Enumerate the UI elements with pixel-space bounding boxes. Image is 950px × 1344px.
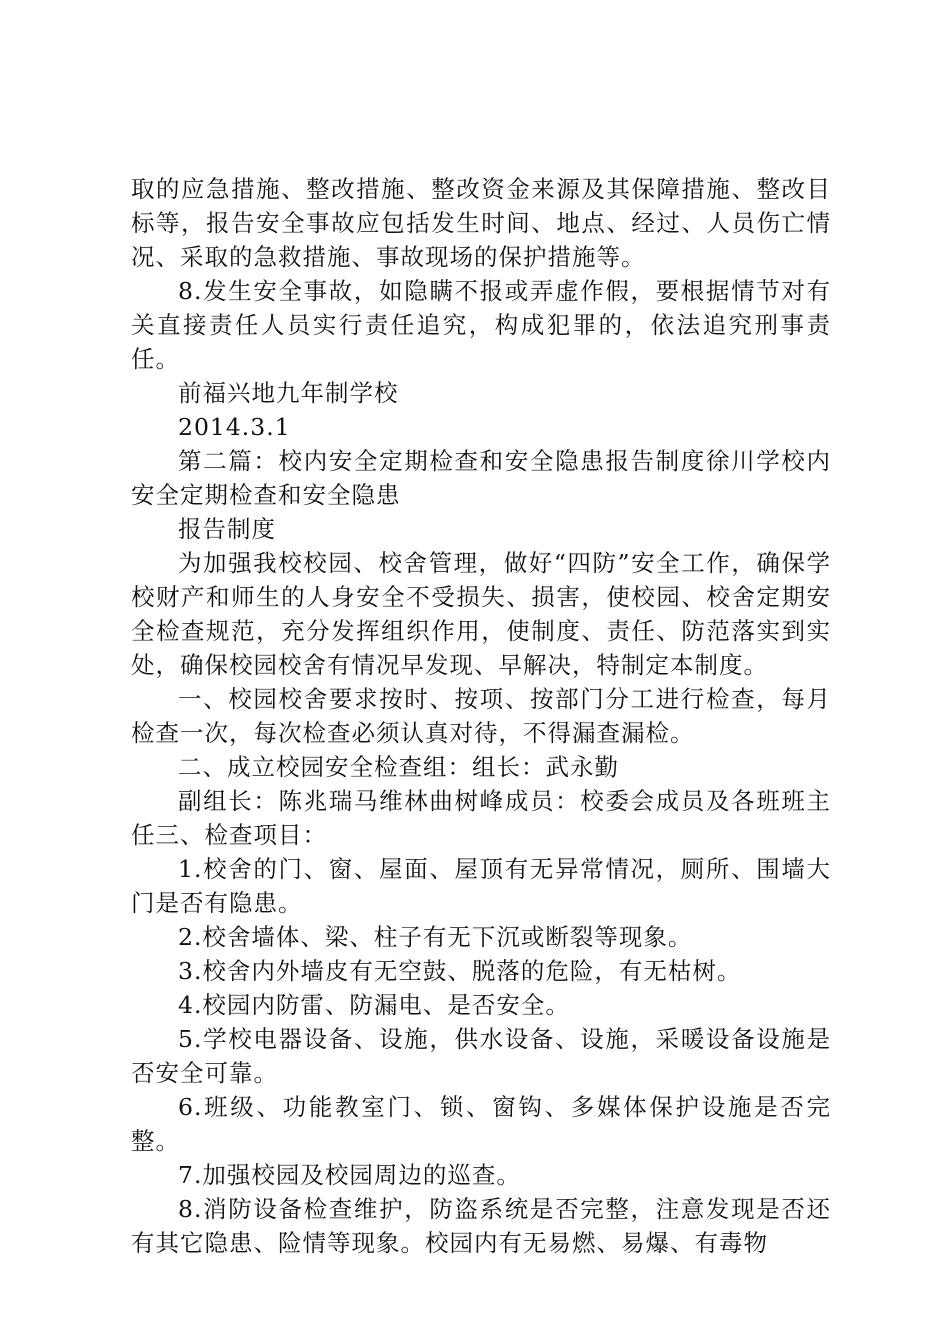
- checklist-item-5: 5.学校电器设备、设施，供水设备、设施，采暖设备设施是否安全可靠。: [131, 1025, 831, 1087]
- checklist-item-4: 4.校园内防雷、防漏电、是否安全。: [178, 991, 570, 1019]
- checklist-item-8: 8.消防设备检查维护，防盗系统是否完整，注意发现是否还有其它隐患、险情等现象。校园内有无易燃、易爆、有毒物: [131, 1195, 831, 1257]
- paragraph-rule-1: 一、校园校舍要求按时、按项、按部门分工进行检查，每月检查一次，每次检查必须认真对待，不得漏查漏检。: [131, 685, 831, 747]
- paragraph-item-8-accident: 8.发生安全事故，如隐瞒不报或弄虚作假，要根据情节对有关直接责任人员实行责任追究，构成犯罪的，依法追究刑事责任。: [131, 277, 831, 373]
- signature-date: 2014.3.1: [178, 413, 291, 441]
- document-page: [131, 172, 831, 1260]
- checklist-item-2: 2.校舍墙体、梁、柱子有无下沉或断裂等现象。: [178, 923, 693, 951]
- paragraph-intro: 为加强我校校园、校舍管理，做好“四防”安全工作，确保学校财产和师生的人身安全不受损失、损害，使校园、校舍定期安全检查规范，充分发挥组织作用，使制度、责任、防范落实到实处，确保校园校舍有情况早发现、早解决，特制定本制度。: [131, 549, 831, 679]
- paragraph-members: 副组长：陈兆瑞马维林曲树峰成员：校委会成员及各班班主任三、检查项目：: [131, 787, 831, 849]
- checklist-item-7: 7.加强校园及校园周边的巡查。: [178, 1161, 521, 1189]
- section-heading-cont: 报告制度: [178, 515, 276, 543]
- paragraph-rule-2: 二、成立校园安全检查组：组长：武永勤: [178, 753, 619, 781]
- signature-school: 前福兴地九年制学校: [178, 379, 399, 407]
- checklist-item-3: 3.校舍内外墙皮有无空鼓、脱落的危险，有无枯树。: [178, 957, 742, 985]
- checklist-item-6: 6.班级、功能教室门、锁、窗钩、多媒体保护设施是否完整。: [131, 1093, 831, 1155]
- paragraph-continuation: 取的应急措施、整改措施、整改资金来源及其保障措施、整改目标等，报告安全事故应包括发生时间、地点、经过、人员伤亡情况、采取的急救措施、事故现场的保护措施等。: [131, 175, 831, 271]
- section-heading: 第二篇：校内安全定期检查和安全隐患报告制度徐川学校内安全定期检查和安全隐患: [131, 447, 831, 509]
- checklist-item-1: 1.校舍的门、窗、屋面、屋顶有无异常情况，厕所、围墙大门是否有隐患。: [131, 855, 831, 917]
